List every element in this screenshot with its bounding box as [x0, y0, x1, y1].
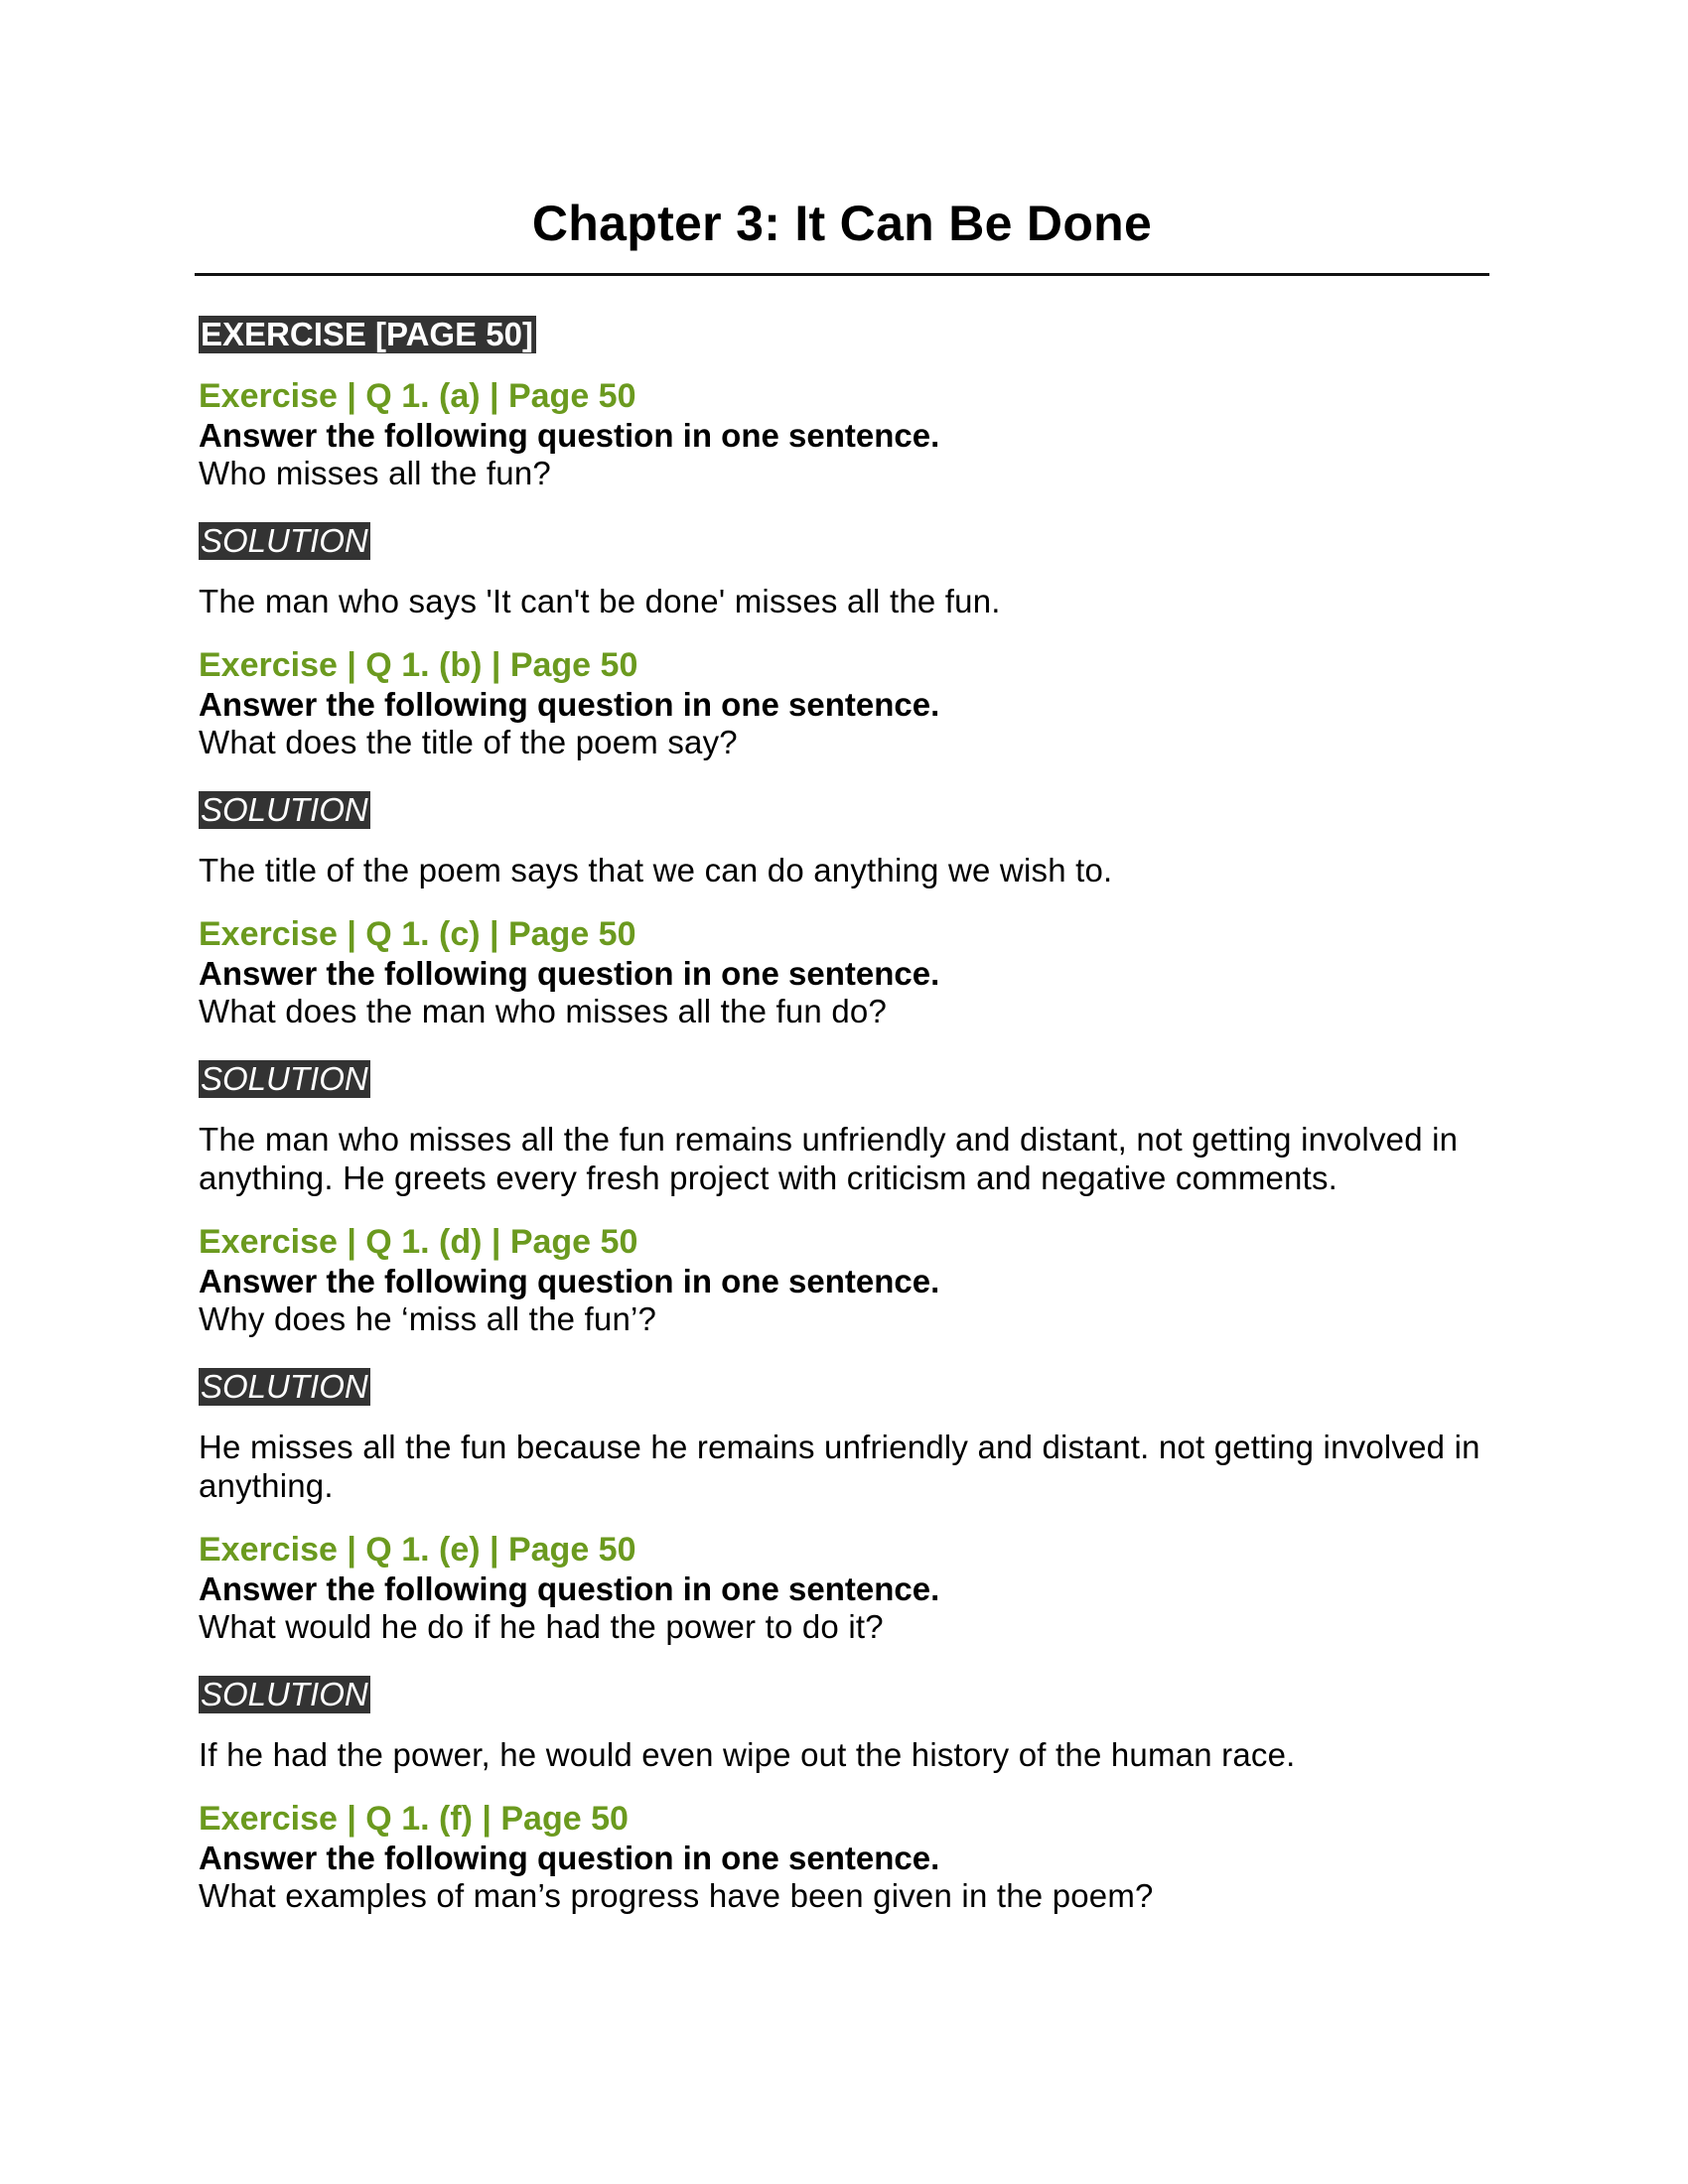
exercise-content	[199, 316, 1489, 1915]
question-text: Why does he ‘miss all the fun’?	[199, 1300, 657, 1337]
question-text: What does the title of the poem say?	[199, 724, 738, 760]
question-instruction: Answer the following question in one sentence.	[199, 1570, 940, 1607]
question-instruction: Answer the following question in one sentence.	[199, 1840, 940, 1876]
title-divider	[195, 273, 1489, 276]
solution-label: SOLUTION	[201, 1368, 368, 1405]
solution-text: The title of the poem says that we can do anything we wish to.	[199, 852, 1113, 888]
question-instruction: Answer the following question in one sentence.	[199, 417, 940, 454]
question-instruction: Answer the following question in one sentence.	[199, 686, 940, 723]
question-heading: Exercise | Q 1. (f) | Page 50	[199, 1800, 629, 1838]
question-block	[199, 1800, 1489, 1915]
solution-text: The man who says 'It can't be done' misses all the fun.	[199, 583, 1001, 619]
solution-text: If he had the power, he would even wipe out the history of the human race.	[199, 1736, 1296, 1773]
question-heading: Exercise | Q 1. (a) | Page 50	[199, 377, 636, 415]
question-instruction: Answer the following question in one sentence.	[199, 1263, 940, 1299]
question-heading: Exercise | Q 1. (d) | Page 50	[199, 1223, 638, 1261]
question-block	[199, 1531, 1489, 1774]
question-block	[199, 1223, 1489, 1505]
solution-label: SOLUTION	[201, 791, 368, 828]
question-heading: Exercise | Q 1. (e) | Page 50	[199, 1531, 636, 1569]
question-block	[199, 377, 1489, 620]
solution-text: He misses all the fun because he remains unfriendly and distant. not getting involved in anything.	[199, 1429, 1480, 1504]
question-instruction: Answer the following question in one sentence.	[199, 955, 940, 992]
question-heading: Exercise | Q 1. (c) | Page 50	[199, 915, 636, 953]
question-text: What does the man who misses all the fun do?	[199, 993, 888, 1029]
solution-label: SOLUTION	[201, 1676, 368, 1712]
solution-text: The man who misses all the fun remains unfriendly and distant, not getting involved in anything. He greets every fresh project with criticism and negative comments.	[199, 1121, 1459, 1196]
exercise-section-label: EXERCISE [PAGE 50]	[199, 316, 536, 353]
question-text: What would he do if he had the power to do it?	[199, 1608, 884, 1645]
chapter-title: Chapter 3: It Can Be Done	[531, 196, 1153, 251]
question-text: Who misses all the fun?	[199, 455, 551, 491]
question-heading: Exercise | Q 1. (b) | Page 50	[199, 646, 638, 684]
solution-label: SOLUTION	[201, 522, 368, 559]
question-block	[199, 915, 1489, 1197]
solution-label: SOLUTION	[201, 1060, 368, 1097]
question-block	[199, 646, 1489, 889]
question-text: What examples of man’s progress have been given in the poem?	[199, 1877, 1154, 1914]
